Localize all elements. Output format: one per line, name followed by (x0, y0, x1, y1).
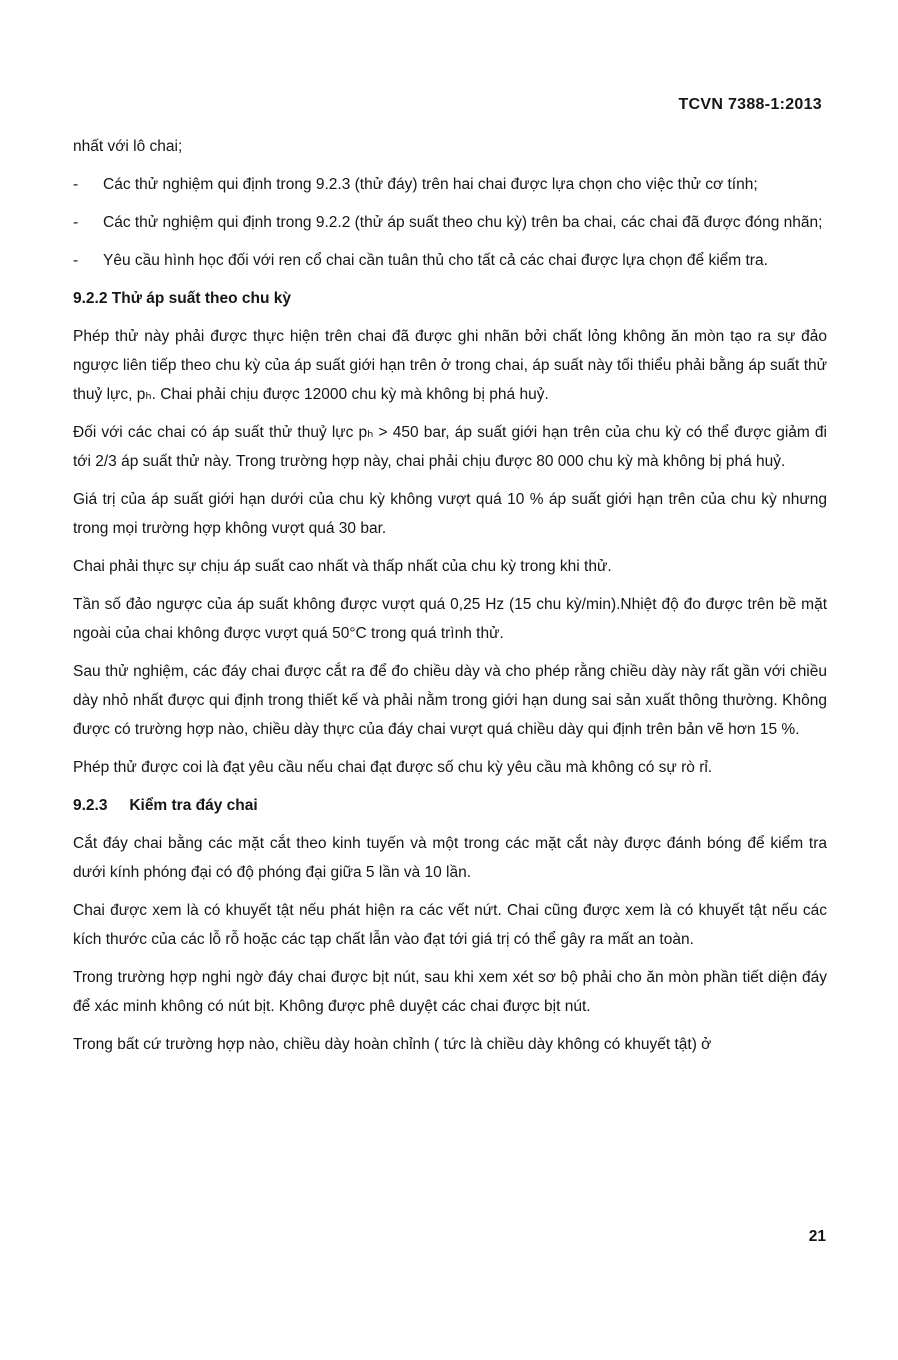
list-item (73, 208, 827, 237)
list-item-text: Các thử nghiệm qui định trong 9.2.3 (thử đáy) trên hai chai được lựa chọn cho việc thử cơ tính; (103, 176, 758, 193)
bullet-dash: - (73, 214, 79, 231)
paragraph: Đối với các chai có áp suất thử thuỷ lực pₕ > 450 bar, áp suất giới hạn trên của chu kỳ có thể được giảm đi tới 2/3 áp suất thử này. Trong trường hợp này, chai phải chịu được 80 000 chu kỳ mà không bị phá huỷ. (73, 424, 827, 470)
paragraph: Sau thử nghiệm, các đáy chai được cắt ra để đo chiều dày và cho phép rằng chiều dày này rất gần với chiều dày nhỏ nhất được qui định trong thiết kế và phải nằm trong giới hạn dung sai sản xuất thông thường. Không được có trường hợp nào, chiều dày thực của đáy chai vượt quá chiều dày qui định trên bản vẽ hơn 15 %. (73, 663, 827, 738)
paragraph: Phép thử được coi là đạt yêu cầu nếu chai đạt được số chu kỳ yêu cầu mà không có sự rò rỉ. (73, 759, 713, 776)
paragraph: Trong bất cứ trường hợp nào, chiều dày hoàn chỉnh ( tức là chiều dày không có khuyết tật) ở (73, 1036, 712, 1053)
section-title: Kiểm tra đáy chai (129, 797, 258, 814)
paragraph: Giá trị của áp suất giới hạn dưới của chu kỳ không vượt quá 10 % áp suất giới hạn trên của chu kỳ nhưng trong mọi trường hợp không vượt quá 30 bar. (73, 491, 827, 537)
paragraph: Tần số đảo ngược của áp suất không được vượt quá 0,25 Hz (15 chu kỳ/min).Nhiệt độ đo được trên bề mặt ngoài của chai không được vượt quá 50°C trong quá trình thử. (73, 596, 827, 642)
paragraph: Chai được xem là có khuyết tật nếu phát hiện ra các vết nứt. Chai cũng được xem là có khuyết tật nếu các kích thước của các lỗ rỗ hoặc các tạp chất lẫn vào đạt tới giá trị có thể gây ra mất an toàn. (73, 902, 827, 948)
standard-code: TCVN 7388-1:2013 (678, 96, 822, 113)
section-number: 9.2.3 (73, 797, 108, 814)
section-heading-923 (73, 791, 827, 820)
list-item (73, 246, 827, 275)
paragraph: Phép thử này phải được thực hiện trên chai đã được ghi nhãn bởi chất lỏng không ăn mòn tạo ra sự đảo ngược liên tiếp theo chu kỳ của áp suất giới hạn trên ở trong chai, áp suất này tối thiểu phải bằng áp suất thử thuỷ lực, pₕ. Chai phải chịu được 12000 chu kỳ mà không bị phá huỷ. (73, 328, 827, 403)
paragraph: Trong trường hợp nghi ngờ đáy chai được bịt nút, sau khi xem xét sơ bộ phải cho ăn mòn phần tiết diện đáy để xác minh không có nút bịt. Không được phê duyệt các chai được bịt nút. (73, 969, 827, 1015)
bullet-dash: - (73, 252, 79, 269)
section-heading-922 (73, 284, 827, 313)
list-item (73, 170, 827, 199)
intro-line: nhất với lô chai; (73, 138, 183, 155)
section-title: Thử áp suất theo chu kỳ (111, 290, 291, 307)
list-item-text: Các thử nghiệm qui định trong 9.2.2 (thử áp suất theo chu kỳ) trên ba chai, các chai đã được đóng nhãn; (103, 214, 823, 231)
paragraph: Cắt đáy chai bằng các mặt cắt theo kinh tuyến và một trong các mặt cắt này được đánh bóng để kiểm tra dưới kính phóng đại có độ phóng đại giữa 5 lần và 10 lần. (73, 835, 827, 881)
section-number: 9.2.2 (73, 290, 108, 307)
paragraph: Chai phải thực sự chịu áp suất cao nhất và thấp nhất của chu kỳ trong khi thử. (73, 558, 612, 575)
page-number: 21 (808, 1228, 826, 1245)
list-item-text: Yêu cầu hình học đối với ren cổ chai cần tuân thủ cho tất cả các chai được lựa chọn để kiểm tra. (103, 252, 768, 269)
bullet-dash: - (73, 176, 79, 193)
page-content (73, 132, 827, 1068)
